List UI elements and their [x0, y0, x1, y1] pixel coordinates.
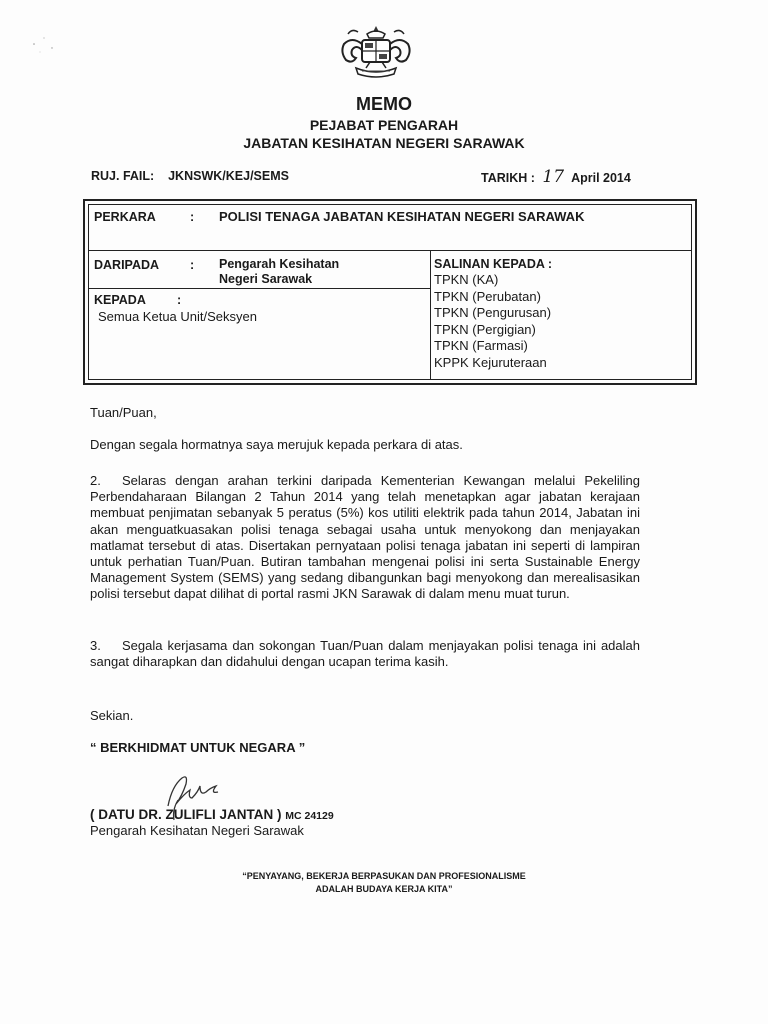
- paragraph-2-text: Selaras dengan arahan terkini daripada Kementerian Kewangan melalui Pekeliling Perbendaharaan Bilangan 2 Tahun 2014 yang telah menetapkan agar jabatan kerajaan membuat penjimatan sebanyak 5 peratus (5%) kos utiliti elektrik pada tahun 2014, Jabatan ini akan menguatkuasakan polisi tenaga sebagai usaha untuk menyokong dan menjayakan matlamat tersebut di atas. Disertakan pernyataan polisi tenaga jabatan ini seperti di lampiran untuk perhatian Tuan/Puan. Butiran tambahan mengenai polisi ini serta Sustainable Energy Management System (SEMS) yang sedang dibangunkan bagi menyokong dan merealisasikan polisi tersebut dapat dilihat di portal rasmi JKN Sarawak di dalam menu muat turun.: [90, 473, 640, 602]
- malaysia-coat-of-arms-icon: [334, 22, 418, 84]
- salinan-label: SALINAN KEPADA :: [434, 257, 553, 271]
- paragraph-1: Dengan segala hormatnya saya merujuk kepada perkara di atas.: [90, 437, 463, 452]
- salinan-item: TPKN (Farmasi): [434, 338, 528, 354]
- file-reference: [91, 169, 289, 183]
- paragraph-3-text: Segala kerjasama dan sokongan Tuan/Puan dalam menjayakan polisi tenaga ini adalah sangat diharapkan dan didahului dengan ucapan terima kasih.: [90, 638, 640, 670]
- memo-box-inner-border: [88, 204, 692, 380]
- footer-line-1: “PENYAYANG, BEKERJA BERPASUKAN DAN PROFESIONALISME: [242, 871, 526, 881]
- closing-text: Sekian.: [90, 708, 134, 723]
- box-divider: [88, 250, 692, 251]
- daripada-line-1: Pengarah Kesihatan: [219, 257, 340, 271]
- signer-code: MC 24129: [285, 810, 334, 822]
- date-day: 17: [542, 167, 565, 187]
- box-column-divider: [430, 251, 431, 380]
- perkara-label: PERKARA: [94, 210, 156, 224]
- date-label: TARIKH :: [481, 171, 535, 185]
- daripada-value: [219, 257, 419, 287]
- salinan-list: [434, 272, 551, 372]
- footer-line-2: ADALAH BUDAYA KERJA KITA”: [315, 884, 453, 894]
- kepada-label: KEPADA: [94, 293, 146, 307]
- file-reference-label: RUJ. FAIL:: [91, 169, 155, 183]
- perkara-value: POLISI TENAGA JABATAN KESIHATAN NEGERI SARAWAK: [219, 209, 585, 224]
- salinan-item: KPPK Kejuruteraan: [434, 354, 547, 370]
- salinan-item: TPKN (Pengurusan): [434, 305, 552, 321]
- salinan-item: TPKN (KA): [434, 272, 499, 287]
- signer-name: [90, 807, 334, 822]
- scan-specks: [30, 30, 90, 60]
- daripada-label: DARIPADA: [94, 258, 160, 272]
- signer-title: Pengarah Kesihatan Negeri Sarawak: [90, 823, 304, 838]
- office-name: PEJABAT PENGARAH: [309, 117, 459, 133]
- kepada-value: Semua Ketua Unit/Seksyen: [98, 309, 257, 324]
- file-reference-value: JKNSWK/KEJ/SEMS: [168, 169, 289, 183]
- salinan-item: TPKN (Pergigian): [434, 321, 536, 337]
- salinan-item: TPKN (Perubatan): [434, 288, 541, 304]
- department-name: JABATAN KESIHATAN NEGERI SARAWAK: [243, 135, 525, 151]
- paragraph-2-number: 2.: [90, 473, 101, 488]
- memo-date: [481, 167, 631, 187]
- perkara-colon: :: [190, 210, 195, 224]
- signer-name-text: ( DATU DR. ZULIFLI JANTAN ): [90, 807, 282, 822]
- kepada-colon: :: [177, 293, 182, 307]
- daripada-colon: :: [190, 258, 195, 272]
- paragraph-3: [90, 638, 640, 670]
- paragraph-3-number: 3.: [90, 638, 101, 653]
- motto: “ BERKHIDMAT UNTUK NEGARA ”: [90, 740, 306, 755]
- salutation: Tuan/Puan,: [90, 405, 157, 420]
- box-row-divider: [88, 288, 430, 289]
- paragraph-2: [90, 473, 640, 603]
- date-month-year: April 2014: [571, 171, 631, 185]
- memo-title: MEMO: [356, 94, 412, 114]
- daripada-line-2: Negeri Sarawak: [219, 272, 313, 286]
